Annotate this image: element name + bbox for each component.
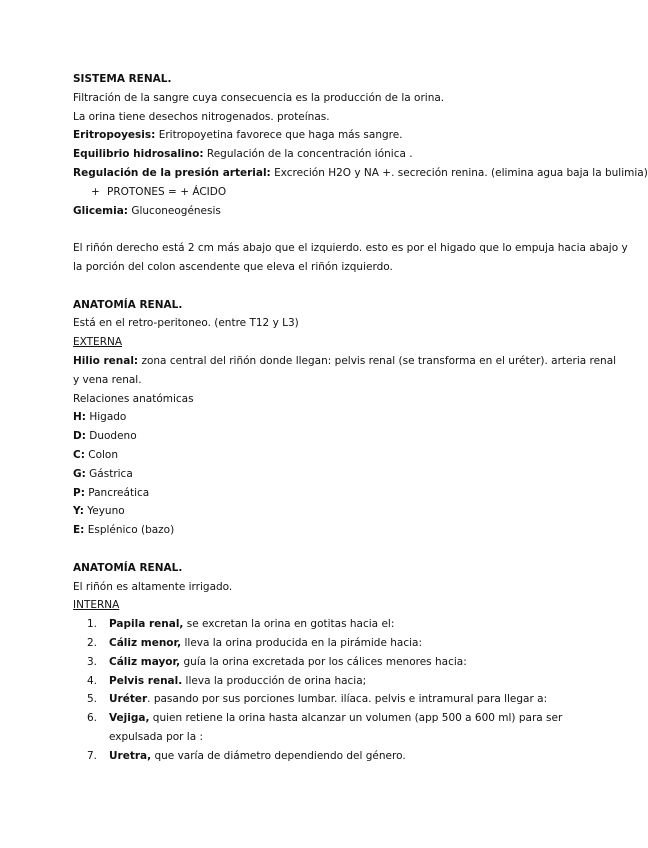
term-text: Excreción H2O y NA +. secreción renina. (elimina agua baja la bulimia) (270, 166, 648, 179)
relation-item (73, 465, 563, 484)
list-number: 5. (87, 693, 98, 706)
list-number: 7. (87, 749, 98, 762)
document-page (73, 70, 648, 765)
list-term: Uréter (109, 693, 148, 706)
relation-item (73, 502, 563, 521)
relation-key: D: (73, 430, 86, 443)
term-text: zona central del riñón donde llegan: pelvis renal (se transforma en el uréter). arteria renal (138, 354, 617, 367)
list-text: quien retiene la orina hasta alcanzar un volumen (app 500 a 600 ml) para ser expulsada por la : (109, 712, 563, 743)
text-line: Relaciones anatómicas (73, 392, 194, 405)
relation-item (73, 427, 563, 446)
plus-bullet-icon: + (91, 185, 100, 198)
list-item (73, 690, 563, 709)
paragraph-line: la porción del colon ascendente que eleva el riñón izquierdo. (73, 260, 393, 273)
term-label: Hilio renal: (73, 354, 139, 367)
relation-value: Yeyuno (83, 505, 125, 518)
bullet-protones (73, 183, 563, 202)
definition-equilibrio (73, 145, 563, 164)
list-term: Cáliz menor, (109, 636, 182, 649)
section-title-anatomia-externa: ANATOMÍA RENAL. (73, 298, 183, 311)
term-text: Regulación de la concentración iónica . (203, 148, 413, 161)
list-text: guía la orina excretada por los cálices menores hacia: (180, 655, 467, 668)
list-item (73, 672, 563, 691)
list-number: 4. (87, 674, 98, 687)
list-number: 6. (87, 712, 98, 725)
text-line: El riñón es altamente irrigado. (73, 580, 233, 593)
list-term: Cáliz mayor, (109, 655, 181, 668)
relation-item (73, 521, 563, 540)
text-line: Filtración de la sangre cuya consecuencia es la producción de la orina. (73, 91, 445, 104)
list-term: Vejiga, (109, 712, 150, 725)
list-term: Pelvis renal. (109, 674, 183, 687)
list-text: se excretan la orina en gotitas hacia el: (183, 618, 395, 631)
term-label: Regulación de la presión arterial: (73, 166, 271, 179)
relation-value: Gástrica (85, 467, 133, 480)
list-item (73, 634, 563, 653)
subheading-interna: INTERNA (73, 599, 120, 612)
definition-eritropoyesis (73, 126, 563, 145)
term-label: Equilibrio hidrosalino: (73, 148, 204, 161)
text-line: La orina tiene desechos nitrogenados. proteínas. (73, 110, 330, 123)
relation-key: G: (73, 467, 86, 480)
definition-hilio (73, 352, 617, 371)
definition-regulacion (73, 164, 648, 183)
relation-value: Colon (84, 448, 118, 461)
bullet-text: PROTONES = + ÁCIDO (107, 185, 227, 198)
relation-value: Duodeno (85, 430, 137, 443)
section-title-anatomia-interna: ANATOMÍA RENAL. (73, 561, 183, 574)
list-item (73, 747, 563, 766)
list-item (73, 615, 563, 634)
term-text: Gluconeogénesis (128, 204, 221, 217)
relation-key: Y: (73, 505, 84, 518)
relation-value: Pancreática (84, 486, 150, 499)
definition-glicemia (73, 202, 563, 221)
paragraph-line: El riñón derecho está 2 cm más abajo que el izquierdo. esto es por el higado que lo empuja hacia abajo y (73, 242, 628, 255)
list-term: Papila renal, (109, 618, 184, 631)
relation-item (73, 446, 563, 465)
list-text: . pasando por sus porciones lumbar. ilíaca. pelvis e intramural para llegar a: (147, 693, 548, 706)
relation-key: H: (73, 411, 86, 424)
relation-value: Esplénico (bazo) (84, 524, 175, 537)
term-label: Glicemia: (73, 204, 128, 217)
term-label: Eritropoyesis: (73, 129, 156, 142)
text-line: Está en el retro-peritoneo. (entre T12 y L3) (73, 317, 299, 330)
list-text: que varía de diámetro dependiendo del género. (151, 749, 406, 762)
relation-value: Higado (86, 411, 127, 424)
subheading-externa: EXTERNA (73, 336, 123, 349)
relation-item (73, 408, 563, 427)
term-text: Eritropoyetina favorece que haga más sangre. (155, 129, 403, 142)
list-item (73, 653, 563, 672)
list-text: lleva la orina producida en la pirámide hacia: (181, 636, 422, 649)
section-title-sistema-renal: SISTEMA RENAL. (73, 73, 172, 85)
list-item (73, 709, 563, 747)
list-term: Uretra, (109, 749, 152, 762)
list-number: 1. (87, 618, 98, 631)
relation-key: C: (73, 448, 85, 461)
list-number: 3. (87, 655, 98, 668)
text-line: y vena renal. (73, 373, 142, 386)
relation-key: E: (73, 524, 85, 537)
list-text: lleva la producción de orina hacia; (182, 674, 367, 687)
relation-item (73, 484, 563, 503)
relation-key: P: (73, 486, 85, 499)
list-number: 2. (87, 636, 98, 649)
numbered-list (73, 615, 563, 765)
